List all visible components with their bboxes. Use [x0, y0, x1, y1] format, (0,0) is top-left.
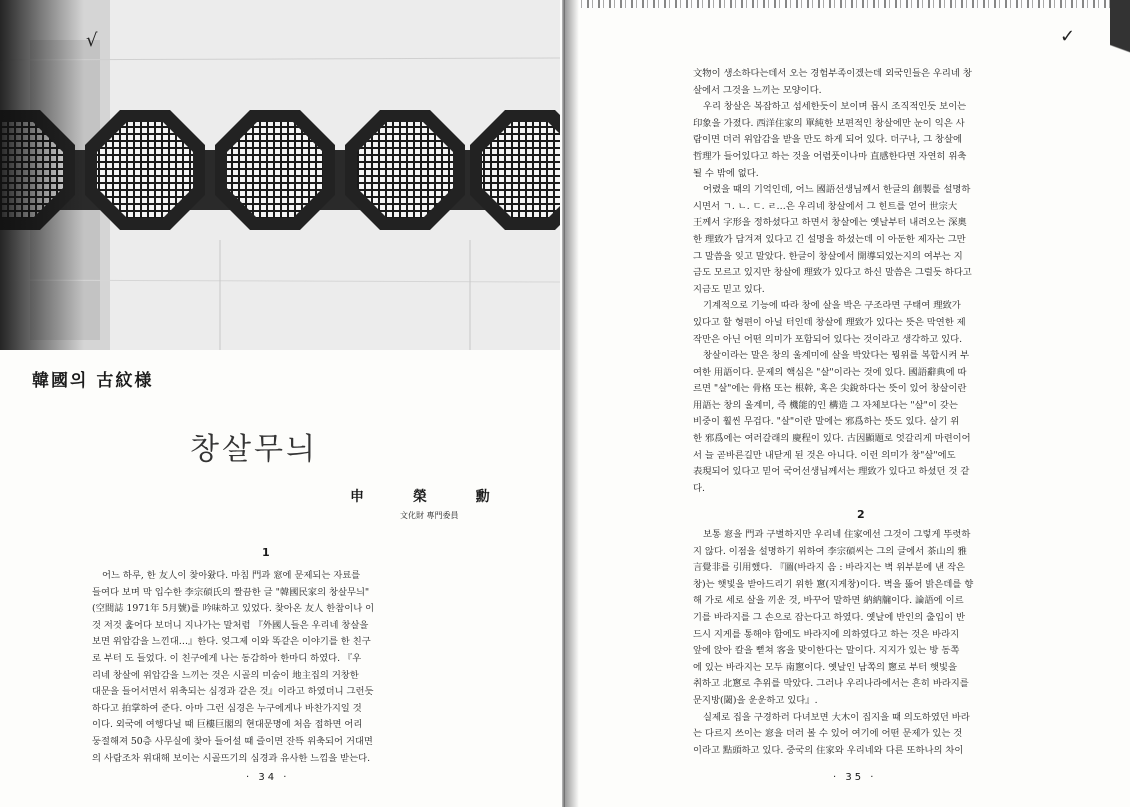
- text-line: 보면 위압감을 느낀대…』한다. 엊그제 이와 똑같은 이야기를 한 친구: [92, 636, 371, 648]
- text-line: 우리 창살은 복잡하고 섬세한듯이 보이며 몹시 조직적인듯 보이는: [703, 101, 967, 113]
- text-line: 는 다르지 쓰이는 窓을 더러 볼 수 있어 여기에 어떤 문제가 있는 것: [693, 728, 963, 740]
- text-line: 창살이라는 말은 창의 울계미에 살을 박았다는 뭥위를 복합시켜 부: [703, 350, 970, 362]
- text-line: 한 理致가 담겨져 있다고 긴 설명을 하셨는데 이 아둔한 제자는 그만: [693, 233, 966, 245]
- text-line: 기계적으로 기능에 따라 창에 살을 박은 구조라면 구태여 理致가: [703, 300, 961, 312]
- text-line: 둥절해져 50층 사무실에 찾아 들어설 때 즐이면 잔뜩 위축되어 거대면: [92, 735, 373, 747]
- text-line: 들여다 보며 막 입수한 李宗碩氏의 짤끔한 글 "韓國民家의 창살무늬": [92, 586, 370, 598]
- text-line: 用語는 창의 울계미, 즉 機能的인 構造 그 자체보다는 "살"이 갖는: [693, 399, 958, 411]
- text-line: 지 않다. 이점을 설명하기 위하여 李宗碩씨는 그의 글에서 茶山의 雅: [693, 545, 967, 557]
- text-line: 의 사람조차 위대해 보이는 시골뜨기의 심경과 유사한 느낌을 받는다.: [92, 752, 371, 764]
- series-title: 韓國의 古紋様: [32, 371, 154, 391]
- text-line: 哲理가 들어있다고 하는 것을 어렴풋이나마 直感한다면 자연히 위축: [693, 150, 967, 162]
- text-line: 드시 지게를 통해야 함에도 바라지에 의하였다고 하는 것은 바라지: [693, 628, 960, 640]
- text-line: 보통 窓을 門과 구별하지만 우리네 住家에선 그것이 그렇게 뚜렷하: [703, 529, 971, 540]
- text-line: 한 邪爲에는 여러갈래의 慶程이 있다. 古因顯題로 엇갈리게 마련이어: [693, 433, 971, 445]
- text-line: 작만은 아닌 어떤 의미가 포함되어 있다는 것이라고 생각하고 있다.: [693, 333, 963, 345]
- text-line: 시면서 ㄱ. ㄴ. ㄷ. ㄹ…은 우리네 창살에서 그 힌트를 얻어 世宗大: [693, 200, 958, 212]
- text-line: 지금도 믿고 있다.: [693, 283, 765, 295]
- text-line: 취하고 北窻로 추위를 막았다. 그러나 우리나라에서는 흔히 바라지를: [693, 678, 969, 690]
- text-line: 로 부터 도 들었다. 이 친구에게 나는 동감하아 한마디 하였다. 『우: [92, 652, 362, 664]
- text-line: 해 가로 세로 살을 끼운 것, 바꾸어 말하면 納納牖이다. 論語에 이르: [693, 595, 964, 607]
- text-line: 르면 "살"에는 骨格 또는 根幹, 혹은 尖銳하다는 뜻이 있어 창살이란: [693, 383, 967, 395]
- text-line: (空間誌 1971年 5月號)를 吟味하고 있었다. 찾아온 友人 한참이나 이: [92, 603, 375, 615]
- text-line: 살에서 그것을 느끼는 모양이다.: [693, 84, 822, 96]
- text-line: 대문을 들어서면서 위축되는 심경과 같은 것』이라고 하였더니 그런듯: [92, 686, 374, 698]
- text-line: 비중이 훨씬 무겁다. "살"이란 말에는 邪爲하는 뜻도 있다. 살기 위: [693, 416, 960, 428]
- text-line: 있다고 할 형편이 아닐 터인데 창살에 理致가 있다는 뜻은 막연한 제: [693, 316, 966, 328]
- text-line: 에 있는 바라지는 모두 南窻이다. 옛날인 남쪽의 窻로 부터 햇빛을: [693, 661, 958, 673]
- text-line: 文物이 생소하다는데서 오는 경험부족이겠는데 외국인들은 우리네 창: [693, 68, 972, 79]
- section-number-1: 1: [262, 546, 270, 559]
- right-body-text-top: [693, 66, 972, 497]
- text-line: 王께서 字形을 정하셨다고 하면서 창살에는 옛날부터 내려오는 深奧: [693, 217, 967, 229]
- text-line: 실제로 집을 구경하러 다녀보면 大木이 집지을 때 의도하였던 바라: [703, 711, 970, 723]
- author-affiliation: 文化財 專門委員: [400, 511, 459, 520]
- text-line: 여한 用語이다. 문제의 핵심은 "살"이라는 것에 있다. 國語辭典에 따: [693, 366, 967, 378]
- page-number-left: · 34 ·: [246, 772, 290, 783]
- text-line: 表現되어 있다고 믿어 국어선생님께서는 理致가 있다고 하셨던 것 같: [693, 466, 970, 478]
- text-line: 다.: [693, 482, 705, 494]
- text-line: 될 수 밖에 없다.: [693, 167, 759, 179]
- right-page: [565, 0, 1130, 807]
- text-line: 印象을 가졌다. 西洋住家의 單純한 보편적인 창살에만 눈이 익은 사: [693, 117, 965, 129]
- text-line: 금도 모르고 있지만 창살에 理致가 있다고 하신 말씀은 그럴듯 하다고: [693, 267, 972, 279]
- section-number-2: 2: [857, 508, 865, 521]
- author-name: 申 榮 勳: [350, 489, 512, 505]
- text-line: 이다. 외국에 여행다닐 때 巨樓巨閣의 현대문명에 처음 접하면 어리: [92, 719, 363, 731]
- left-margin-checkmark: √: [86, 30, 98, 51]
- article-title: 창살무늬: [190, 432, 318, 467]
- left-body-text: [92, 568, 374, 767]
- page-number-right: · 35 ·: [833, 772, 877, 783]
- text-line: 창)는 햇빛을 받아드리기 위한 窻(지게창)이다. 벽을 뚫어 밝은데를 향: [693, 578, 974, 590]
- scan-corner: [1110, 0, 1130, 140]
- text-line: 서 늘 곧바른길만 내닫게 된 것은 아니다. 이런 의미가 창"살"에도: [693, 449, 956, 461]
- text-line: 리네 창살에 위압감을 느끼는 것은 시골의 미숨이 地主집의 거창한: [92, 669, 359, 681]
- scan-edge-noise: [565, 0, 1130, 8]
- octagon-lattice-image: [0, 0, 560, 350]
- right-body-text-bottom: [693, 527, 973, 759]
- text-line: 어느 하루, 한 友人이 찾아왔다. 마침 門과 窓에 문제되는 자료를: [102, 570, 361, 581]
- text-line: 람이면 더러 위압감을 받을 만도 하게 되어 있다. 더구나, 그 창살에: [693, 134, 962, 146]
- text-line: 言覺非를 引用했다. 『圖(바라지 음 : 바라지는 벽 위부분에 낸 작은: [693, 562, 966, 574]
- lattice-window-photo: [0, 0, 560, 350]
- text-line: 이라고 點頭하고 있다. 중국의 住家와 우리네와 다른 또하나의 차이: [693, 744, 964, 756]
- right-margin-checkmark: ✓: [1060, 26, 1076, 47]
- text-line: 문지방(閾)을 운운하고 있다』.: [693, 694, 818, 706]
- gutter-shadow: [565, 0, 579, 807]
- text-line: 하다고 拍掌하여 준다. 아마 그런 심경은 누구에게나 바찬가지일 것: [92, 702, 362, 714]
- text-line: 기를 바라지를 그 손으로 잡는다고 하였다. 옛날에 반인의 출입이 반: [693, 611, 966, 623]
- text-line: 것 저것 훑어다 보더니 지나가는 말처럼 『外國人들은 우리네 창살을: [92, 619, 369, 631]
- text-line: 그 말씀을 잊고 말았다. 한글이 창살에서 開導되었는지의 여부는 지: [693, 250, 963, 262]
- text-line: 어렸을 때의 기억인데, 어느 國語선생님께서 한글의 創製를 설명하: [703, 184, 971, 196]
- text-line: 앞에 앉아 칼을 뻗쳐 客을 맞이한다는 말이다. 지지가 있는 방 동쪽: [693, 645, 960, 657]
